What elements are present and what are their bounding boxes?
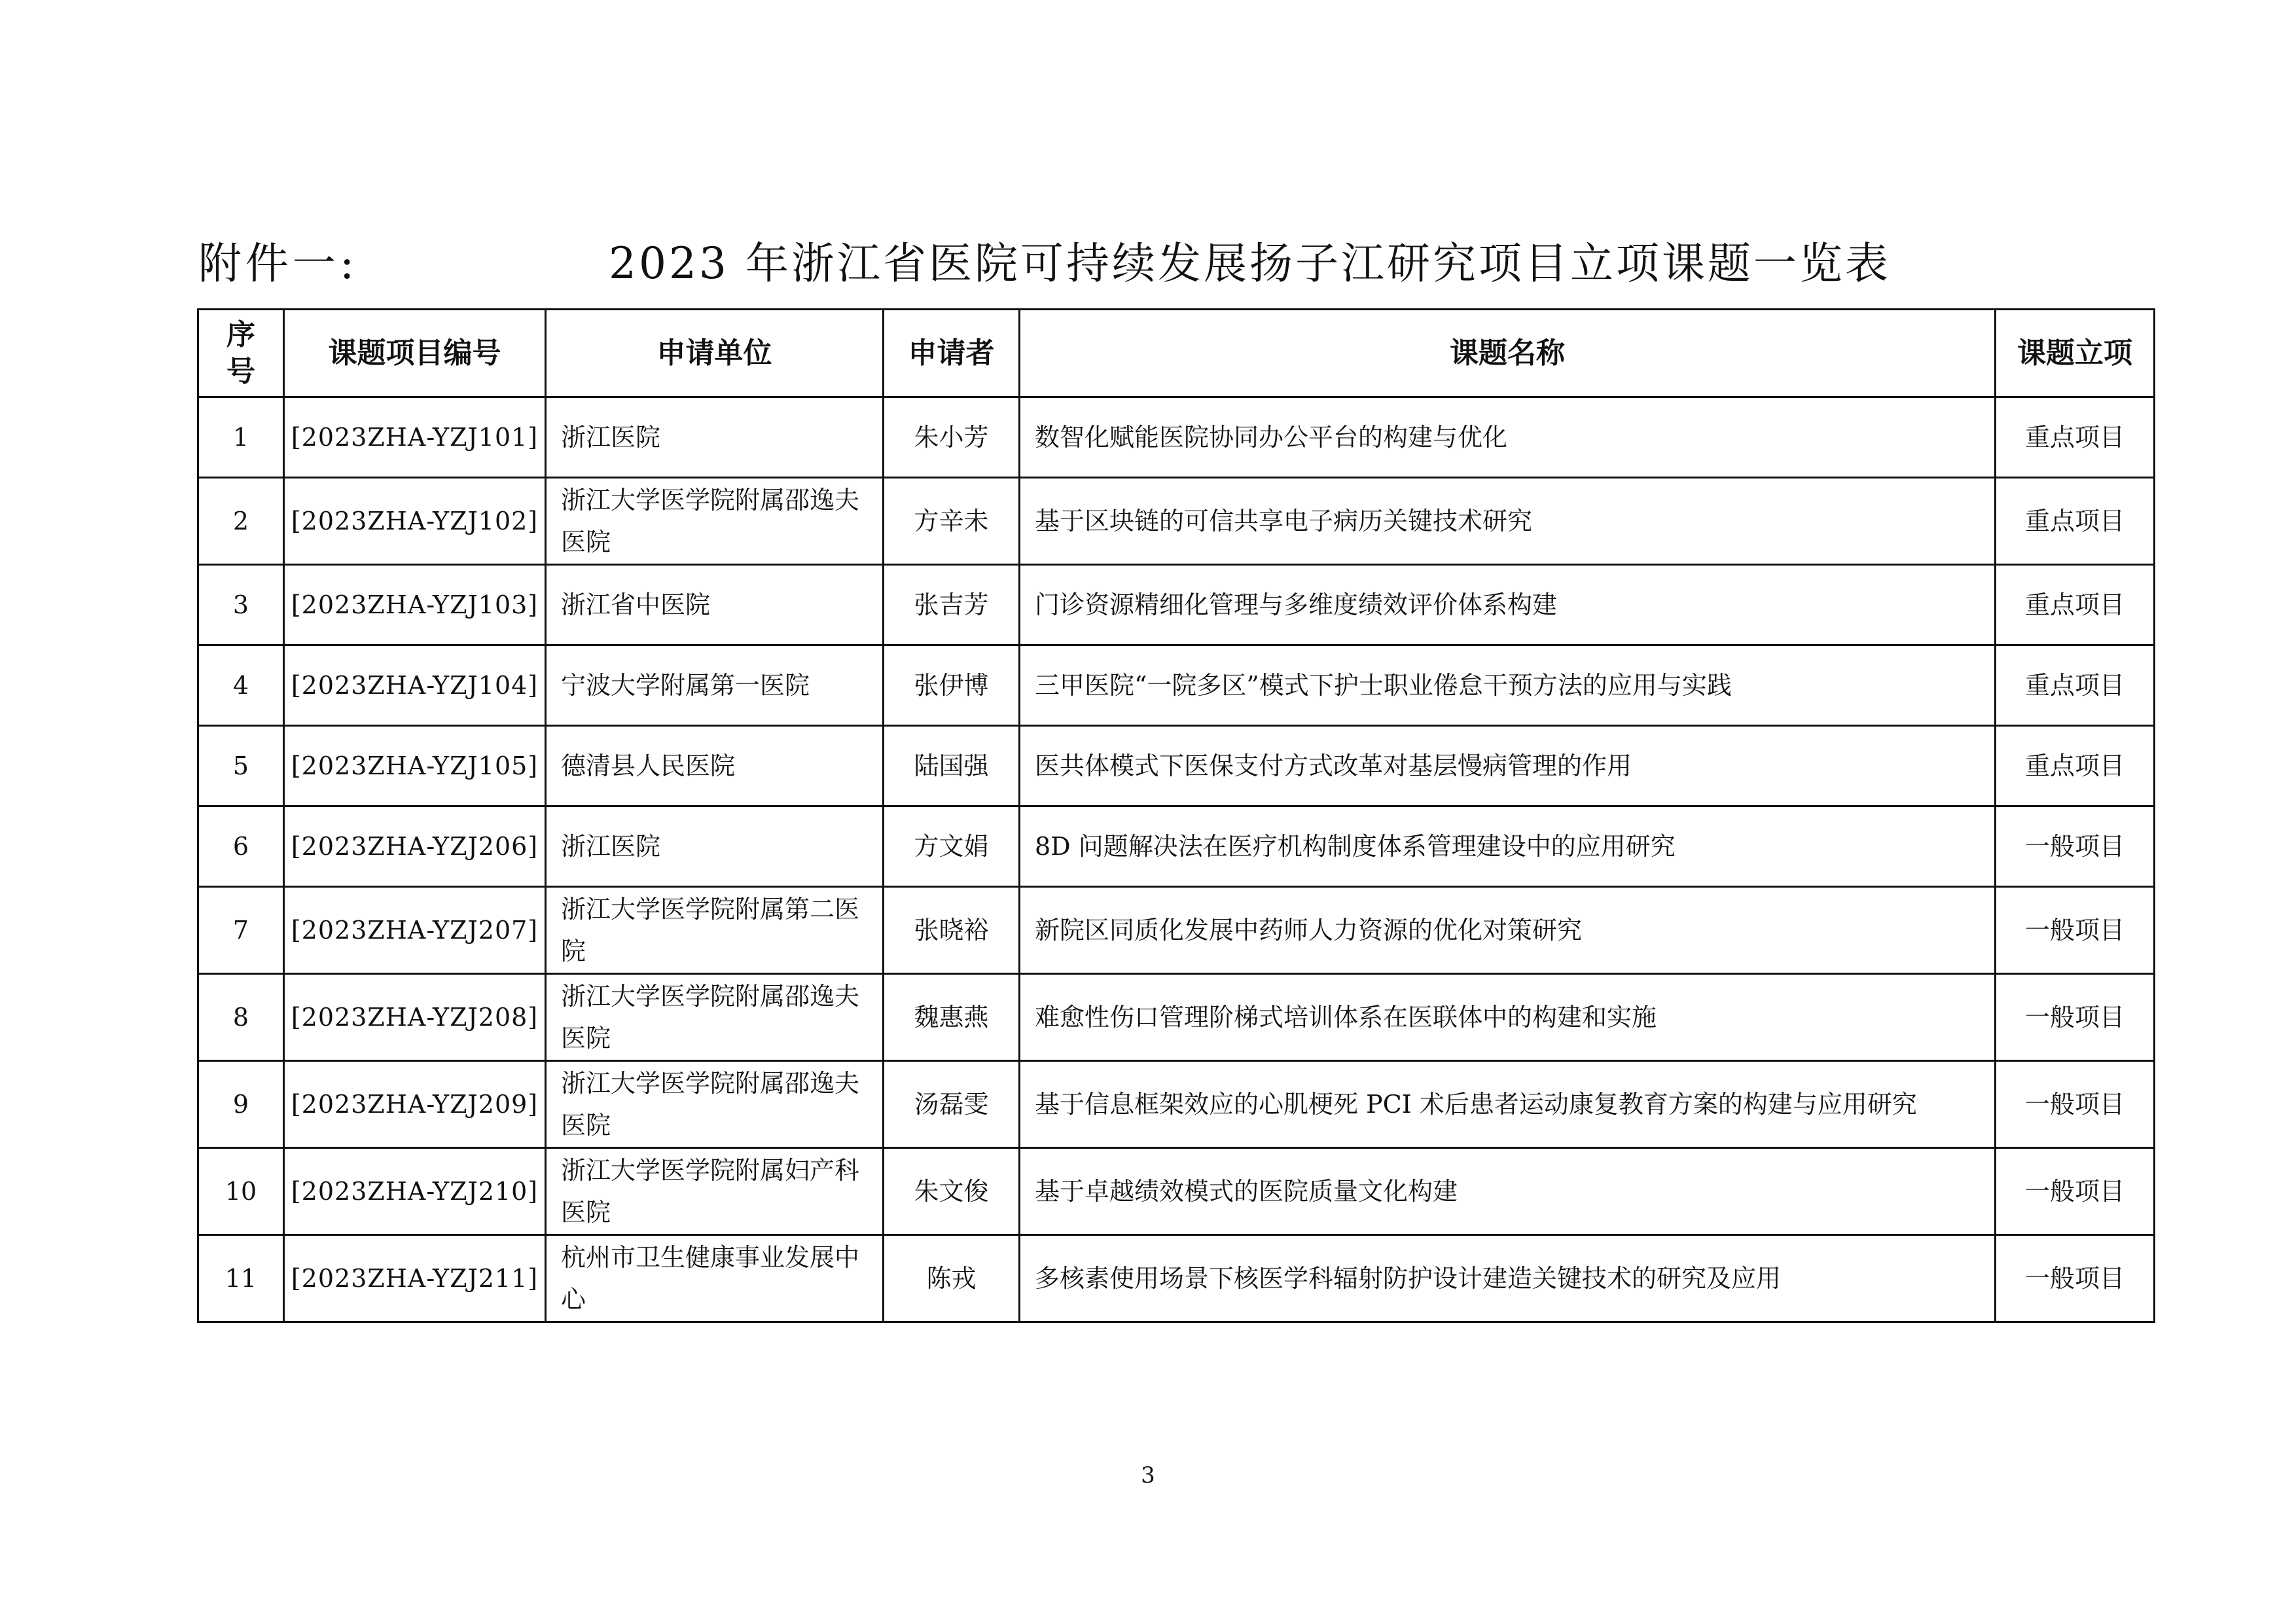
cell-level: 重点项目 [1996,565,2155,645]
table-header-row [198,310,2155,397]
cell-code: [2023ZHA-YZJ210] [284,1148,546,1235]
table-row [198,806,2155,887]
cell-level: 重点项目 [1996,726,2155,806]
cell-topic: 8D 问题解决法在医疗机构制度体系管理建设中的应用研究 [1020,806,1996,887]
cell-code: [2023ZHA-YZJ103] [284,565,546,645]
column-header-level: 课题立项 [1996,310,2155,397]
table-row [198,974,2155,1061]
cell-no: 3 [198,565,284,645]
cell-no: 9 [198,1061,284,1148]
table-row [198,1061,2155,1148]
cell-topic: 基于信息框架效应的心肌梗死 PCI 术后患者运动康复教育方案的构建与应用研究 [1020,1061,1996,1148]
cell-level: 重点项目 [1996,397,2155,478]
cell-code: [2023ZHA-YZJ206] [284,806,546,887]
column-header-topic: 课题名称 [1020,310,1996,397]
cell-topic: 基于区块链的可信共享电子病历关键技术研究 [1020,478,1996,565]
cell-unit: 浙江大学医学院附属邵逸夫医院 [546,974,884,1061]
cell-unit: 浙江大学医学院附属妇产科医院 [546,1148,884,1235]
cell-level: 一般项目 [1996,1061,2155,1148]
cell-code: [2023ZHA-YZJ105] [284,726,546,806]
cell-no: 10 [198,1148,284,1235]
project-table [197,308,2155,1323]
table-row [198,1235,2155,1322]
document-title: 2023 年浙江省医院可持续发展扬子江研究项目立项课题一览表 [609,238,1891,289]
cell-unit: 浙江医院 [546,397,884,478]
cell-topic: 新院区同质化发展中药师人力资源的优化对策研究 [1020,887,1996,974]
table-row [198,397,2155,478]
cell-level: 一般项目 [1996,887,2155,974]
cell-level: 重点项目 [1996,645,2155,726]
cell-unit: 德清县人民医院 [546,726,884,806]
cell-topic: 三甲医院“一院多区”模式下护士职业倦怠干预方法的应用与实践 [1020,645,1996,726]
cell-unit: 杭州市卫生健康事业发展中心 [546,1235,884,1322]
cell-applicant: 方辛未 [884,478,1020,565]
cell-applicant: 陈戎 [884,1235,1020,1322]
cell-unit: 浙江大学医学院附属邵逸夫医院 [546,478,884,565]
cell-topic: 门诊资源精细化管理与多维度绩效评价体系构建 [1020,565,1996,645]
column-header-code: 课题项目编号 [284,310,546,397]
cell-no: 4 [198,645,284,726]
cell-applicant: 张晓裕 [884,887,1020,974]
cell-level: 一般项目 [1996,1148,2155,1235]
cell-code: [2023ZHA-YZJ207] [284,887,546,974]
cell-unit: 浙江大学医学院附属邵逸夫医院 [546,1061,884,1148]
cell-level: 重点项目 [1996,478,2155,565]
attachment-label: 附件一: [198,238,359,289]
cell-no: 11 [198,1235,284,1322]
cell-level: 一般项目 [1996,974,2155,1061]
cell-applicant: 陆国强 [884,726,1020,806]
cell-no: 8 [198,974,284,1061]
cell-applicant: 朱文俊 [884,1148,1020,1235]
cell-applicant: 方文娟 [884,806,1020,887]
table-row [198,887,2155,974]
cell-level: 一般项目 [1996,1235,2155,1322]
column-header-unit: 申请单位 [546,310,884,397]
cell-no: 6 [198,806,284,887]
cell-no: 2 [198,478,284,565]
cell-unit: 浙江医院 [546,806,884,887]
table-row [198,726,2155,806]
cell-no: 5 [198,726,284,806]
cell-no: 7 [198,887,284,974]
page-number: 3 [1141,1462,1155,1489]
column-header-no: 序号 [198,310,284,397]
column-header-applicant: 申请者 [884,310,1020,397]
cell-code: [2023ZHA-YZJ102] [284,478,546,565]
cell-applicant: 魏惠燕 [884,974,1020,1061]
cell-code: [2023ZHA-YZJ211] [284,1235,546,1322]
cell-unit: 宁波大学附属第一医院 [546,645,884,726]
cell-code: [2023ZHA-YZJ101] [284,397,546,478]
cell-applicant: 汤磊雯 [884,1061,1020,1148]
cell-topic: 基于卓越绩效模式的医院质量文化构建 [1020,1148,1996,1235]
cell-code: [2023ZHA-YZJ104] [284,645,546,726]
cell-no: 1 [198,397,284,478]
cell-unit: 浙江省中医院 [546,565,884,645]
cell-topic: 多核素使用场景下核医学科辐射防护设计建造关键技术的研究及应用 [1020,1235,1996,1322]
cell-topic: 医共体模式下医保支付方式改革对基层慢病管理的作用 [1020,726,1996,806]
cell-applicant: 张伊博 [884,645,1020,726]
cell-applicant: 张吉芳 [884,565,1020,645]
table-row [198,478,2155,565]
cell-unit: 浙江大学医学院附属第二医院 [546,887,884,974]
cell-code: [2023ZHA-YZJ208] [284,974,546,1061]
cell-level: 一般项目 [1996,806,2155,887]
table-row [198,645,2155,726]
table-row [198,565,2155,645]
table-row [198,1148,2155,1235]
cell-applicant: 朱小芳 [884,397,1020,478]
cell-code: [2023ZHA-YZJ209] [284,1061,546,1148]
cell-topic: 难愈性伤口管理阶梯式培训体系在医联体中的构建和实施 [1020,974,1996,1061]
cell-topic: 数智化赋能医院协同办公平台的构建与优化 [1020,397,1996,478]
